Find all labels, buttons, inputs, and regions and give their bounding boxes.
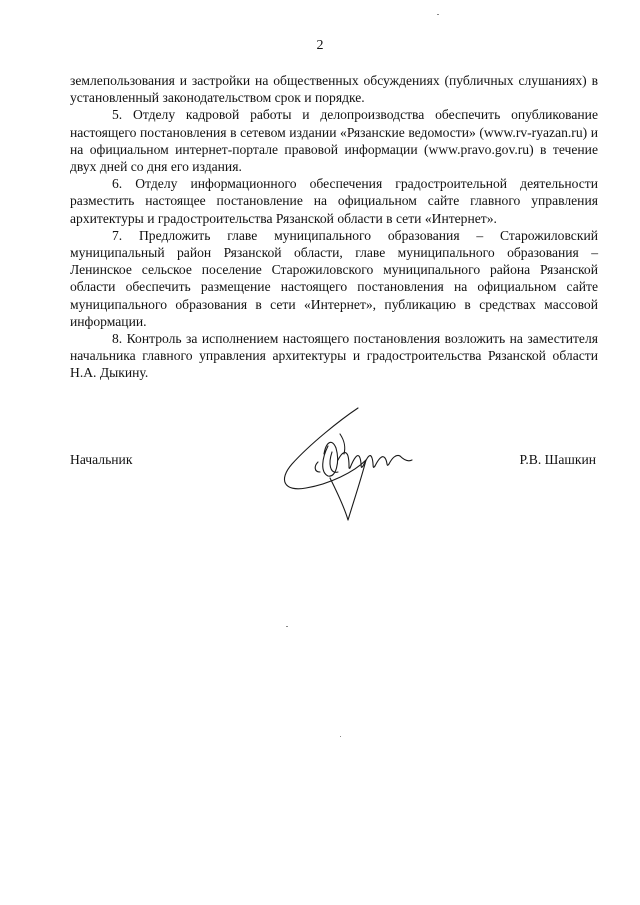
scan-speck: [437, 14, 439, 15]
signatory-title: Начальник: [70, 452, 133, 467]
document-body: [70, 72, 598, 382]
signatory-name: Р.В. Шашкин: [519, 452, 596, 467]
paragraph-item-5: 5. Отделу кадровой работы и делопроизводства обеспечить опубликование настоящего постановления в сетевом издании «Рязанские ведомости» (www.rv-ryazan.ru) и на официальном интернет-портале правовой информации (www.pravo.gov.ru) в течение двух дней со дня его издания.: [70, 107, 598, 175]
page-number: 2: [316, 38, 324, 53]
scan-speck: [286, 626, 288, 627]
paragraph-item-8: 8. Контроль за исполнением настоящего постановления возложить на заместителя начальника главного управления архитектуры и градостроительства Рязанской области Н.А. Дыкину.: [70, 331, 598, 381]
paragraph-continuation: землепользования и застройки на общественных обсуждениях (публичных слушаниях) в установленный законодательством срок и порядке.: [70, 73, 598, 106]
handwritten-signature: [270, 402, 420, 524]
paragraph-item-6: 6. Отделу информационного обеспечения градостроительной деятельности разместить настоящее постановление на официальном сайте главного управления архитектуры и градостроительства Рязанской области в сети «Интернет».: [70, 176, 598, 226]
paragraph-item-7: 7. Предложить главе муниципального образования – Старожиловский муниципальный район Рязанской области, главе муниципального образования – Ленинское сельское поселение Старожиловского муниципального района Рязанской области обеспечить размещение настоящего постановления на официальном сайте муниципального образования в сети «Интернет», публикацию в средствах массовой информации.: [70, 227, 598, 329]
scan-speck: [340, 736, 341, 737]
